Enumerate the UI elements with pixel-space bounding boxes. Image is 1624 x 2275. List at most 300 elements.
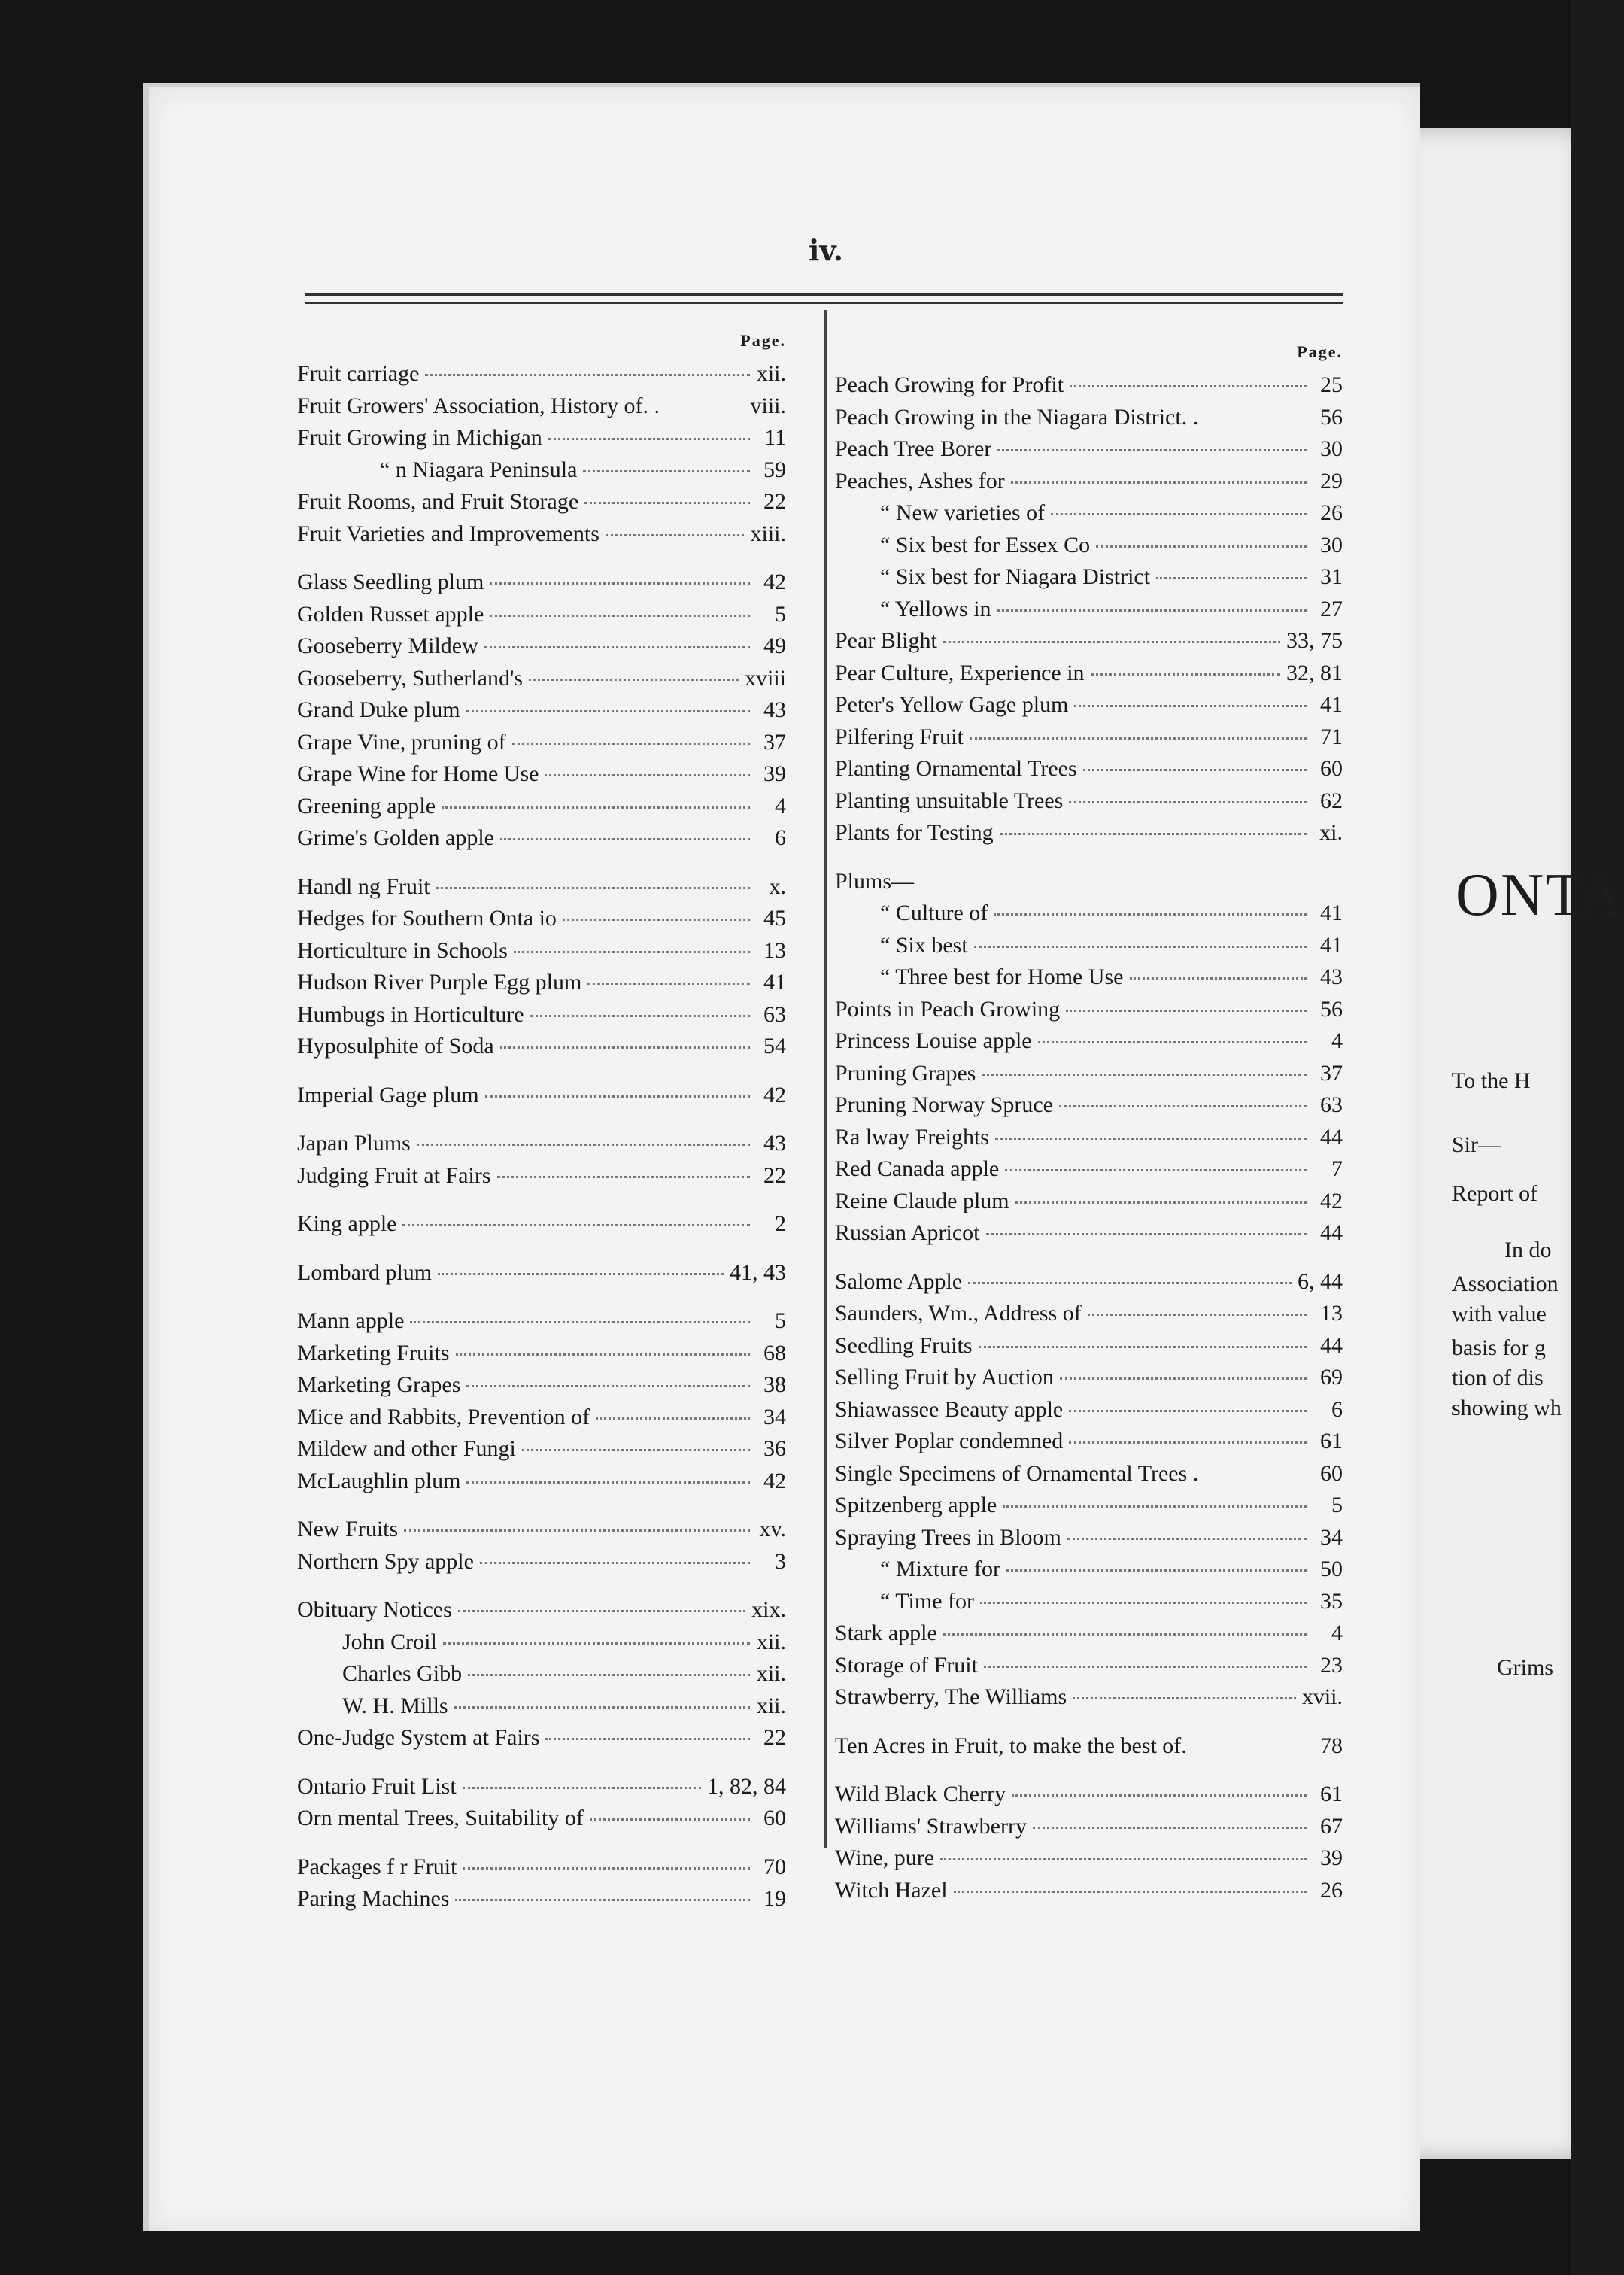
entry-title: Ten Acres in Fruit, to make the best of. — [835, 1733, 1187, 1758]
leader-dots — [402, 1224, 750, 1226]
index-entry — [835, 1429, 1343, 1461]
leader-dots — [974, 946, 1307, 948]
entry-title: Handl ng Fruit — [297, 873, 430, 899]
leader-dots — [1073, 1697, 1296, 1699]
leader-dots — [1066, 1010, 1307, 1012]
entry-title: W. H. Mills — [342, 1693, 448, 1718]
leader-dots — [456, 1353, 751, 1356]
leader-dots — [1059, 1105, 1307, 1107]
index-entry — [297, 1405, 786, 1437]
entry-title: Saunders, Wm., Address of — [835, 1301, 1082, 1326]
index-entry — [835, 628, 1343, 661]
leader-dots — [1130, 977, 1307, 980]
entry-page: 37 — [763, 729, 786, 755]
leader-dots — [1005, 1169, 1307, 1171]
leader-dots — [1011, 481, 1307, 484]
index-entry — [297, 1083, 786, 1115]
index-entry — [297, 1163, 786, 1195]
entry-page: 35 — [1320, 1588, 1343, 1614]
entry-title: Hudson River Purple Egg plum — [297, 970, 582, 995]
leader-dots — [466, 1385, 750, 1387]
index-entry — [835, 1333, 1343, 1365]
entry-page: 70 — [763, 1854, 786, 1879]
entry-page: 42 — [763, 1468, 786, 1493]
index-entry — [297, 730, 786, 762]
leader-dots — [484, 646, 750, 648]
index-entry — [297, 1131, 786, 1163]
entry-page: 50 — [1320, 1557, 1343, 1581]
leader-dots — [1069, 801, 1307, 803]
entry-title: Grand Duke plum — [297, 697, 460, 722]
entry-title: Strawberry, The Williams — [835, 1684, 1067, 1709]
entry-title: Marketing Grapes — [297, 1372, 461, 1397]
leader-dots — [584, 502, 750, 504]
leader-dots — [596, 1417, 750, 1420]
entry-title: Fruit carriage — [297, 361, 420, 386]
entry-page: 22 — [763, 1162, 786, 1188]
entry-page: xiii. — [750, 521, 786, 546]
entry-page: 41, 43 — [730, 1259, 786, 1285]
leader-dots — [943, 641, 1280, 643]
index-entry — [835, 1220, 1343, 1253]
index-entry — [297, 1469, 786, 1501]
entry-page: 39 — [763, 761, 786, 786]
leader-dots — [545, 1738, 750, 1740]
entry-title: “ Time for — [880, 1588, 975, 1614]
index-entry — [835, 405, 1343, 437]
entry-page: 34 — [763, 1404, 786, 1429]
entry-title: Lombard plum — [297, 1259, 433, 1285]
facing-page-text: tion of dis — [1452, 1365, 1544, 1390]
entry-title: “ New varieties of — [880, 500, 1046, 525]
index-entry — [297, 489, 786, 521]
entry-page: 6 — [1331, 1396, 1343, 1422]
leader-dots — [606, 534, 745, 536]
index-entry — [297, 1597, 786, 1630]
entry-page: 42 — [763, 1082, 786, 1107]
entry-title: Shiawassee Beauty apple — [835, 1396, 1064, 1422]
index-entry — [835, 1156, 1343, 1189]
leader-dots — [970, 737, 1307, 740]
entry-title: Seedling Fruits — [835, 1332, 973, 1358]
leader-dots — [442, 806, 750, 809]
entry-page: xii. — [756, 1661, 786, 1686]
facing-page-text: Report of — [1452, 1181, 1538, 1206]
entry-page: 45 — [763, 906, 786, 931]
entry-page: 32, 81 — [1286, 660, 1343, 685]
entry-title: “ Six best — [880, 932, 968, 958]
entry-title: Peaches, Ashes for — [835, 468, 1005, 494]
leader-dots — [454, 1706, 750, 1709]
entry-page: 25 — [1320, 372, 1343, 397]
entry-title: Ra lway Freights — [835, 1124, 989, 1150]
index-entry — [297, 761, 786, 794]
entry-title: “ Six best for Essex Co — [880, 532, 1091, 557]
index-entry — [835, 1684, 1343, 1717]
entry-page: 71 — [1320, 724, 1343, 749]
entry-page: 26 — [1320, 500, 1343, 525]
facing-page-text: basis for g — [1452, 1335, 1546, 1360]
index-entry — [835, 597, 1343, 629]
index-entry — [835, 724, 1343, 757]
entry-page: xii. — [756, 361, 786, 386]
index-entry — [835, 372, 1343, 405]
entry-page: 41 — [1320, 901, 1343, 925]
entry-title: Single Specimens of Ornamental Trees . — [835, 1460, 1199, 1486]
entry-page: 22 — [763, 1725, 786, 1750]
leader-dots — [485, 1095, 750, 1098]
entry-page: 1, 82, 84 — [707, 1773, 786, 1799]
leader-dots — [490, 582, 750, 585]
index-entry — [835, 1092, 1343, 1125]
leader-dots — [1012, 1794, 1307, 1797]
entry-title: Horticulture in Schools — [297, 937, 508, 963]
entry-title: Plums— — [835, 868, 915, 894]
index-entry — [835, 1493, 1343, 1525]
index-entry — [297, 1725, 786, 1757]
leader-dots — [404, 1529, 750, 1532]
entry-title: Japan Plums — [297, 1131, 411, 1156]
entry-title: Gooseberry, Sutherland's — [297, 665, 524, 691]
leader-dots — [1015, 1201, 1307, 1204]
entry-page: 44 — [1320, 1332, 1343, 1358]
index-entry — [297, 393, 786, 426]
index-entry — [835, 756, 1343, 788]
entry-title: Fruit Growing in Michigan — [297, 425, 542, 450]
entry-title: Fruit Growers' Association, History of. . — [297, 393, 660, 418]
index-entry — [297, 874, 786, 907]
entry-page: 43 — [763, 697, 786, 722]
leader-dots — [940, 1858, 1307, 1860]
entry-title: Hyposulphite of Soda — [297, 1034, 494, 1059]
index-entry — [835, 1653, 1343, 1685]
leader-dots — [563, 919, 750, 921]
entry-title: Packages f r Fruit — [297, 1854, 457, 1879]
leader-dots — [997, 449, 1307, 451]
leader-dots — [436, 887, 750, 889]
entry-title: Spitzenberg apple — [835, 1493, 997, 1517]
index-entry — [835, 1461, 1343, 1493]
column-header: Page. — [740, 331, 786, 350]
leader-dots — [545, 774, 750, 776]
entry-page: 61 — [1320, 1429, 1343, 1453]
index-entry — [297, 1436, 786, 1469]
index-entry — [297, 1661, 786, 1693]
index-entry — [835, 933, 1343, 965]
entry-page: 13 — [763, 937, 786, 963]
entry-page: 31 — [1320, 564, 1343, 589]
entry-title: Gooseberry Mildew — [297, 633, 478, 658]
leader-dots — [548, 438, 750, 440]
facing-page-text: In do — [1504, 1238, 1552, 1262]
index-entry — [835, 1878, 1343, 1910]
entry-title: Northern Spy apple — [297, 1548, 474, 1574]
index-entry — [297, 602, 786, 634]
leader-dots — [984, 1666, 1307, 1668]
leader-dots — [994, 913, 1307, 916]
entry-title: Mice and Rabbits, Prevention of — [297, 1404, 590, 1429]
page-number: iv. — [809, 233, 843, 267]
leader-dots — [997, 609, 1307, 612]
leader-dots — [500, 1046, 750, 1049]
leader-dots — [1069, 1410, 1307, 1412]
index-entry — [835, 1781, 1343, 1814]
index-entry — [297, 425, 786, 457]
leader-dots — [1003, 1505, 1307, 1508]
entry-title: Points in Peach Growing — [835, 996, 1061, 1022]
leader-dots — [468, 1674, 750, 1676]
index-entry — [835, 1061, 1343, 1093]
entry-page: 60 — [763, 1806, 786, 1830]
entry-page: 60 — [1320, 1460, 1343, 1486]
index-entry — [297, 570, 786, 602]
entry-title: Orn mental Trees, Suitability of — [297, 1806, 584, 1830]
entry-title: Grime's Golden apple — [297, 825, 495, 850]
leader-dots — [1033, 1827, 1307, 1829]
entry-page: 4 — [775, 793, 786, 819]
entry-title: “ Culture of — [880, 901, 988, 925]
entry-page: 27 — [1320, 596, 1343, 621]
entry-title: Plants for Testing — [835, 820, 994, 845]
leader-dots — [1074, 705, 1307, 707]
leader-dots — [438, 1273, 724, 1275]
index-entry — [297, 1774, 786, 1806]
leader-dots — [480, 1562, 750, 1564]
entry-title: Grape Wine for Home Use — [297, 761, 539, 786]
entry-title: Imperial Gage plum — [297, 1082, 479, 1107]
index-entry — [297, 697, 786, 730]
entry-title: Wine, pure — [835, 1845, 935, 1870]
entry-title: Selling Fruit by Auction — [835, 1365, 1054, 1390]
index-entry — [835, 564, 1343, 597]
index-entry — [297, 1630, 786, 1662]
leader-dots — [490, 615, 750, 617]
entry-title: Mann apple — [297, 1308, 405, 1333]
index-entry — [835, 1125, 1343, 1157]
entry-title: Planting Ornamental Trees — [835, 756, 1077, 781]
entry-title: Salome Apple — [835, 1268, 963, 1294]
facing-page-text: showing wh — [1452, 1396, 1562, 1420]
entry-title: Peach Growing for Profit — [835, 372, 1064, 397]
column-header: Page. — [1297, 342, 1343, 361]
index-entry — [835, 901, 1343, 933]
entry-title: Mildew and other Fungi — [297, 1436, 516, 1461]
entry-page: 60 — [1320, 756, 1343, 781]
leader-dots — [512, 743, 750, 745]
index-entry — [297, 970, 786, 1002]
entry-page: 19 — [763, 1886, 786, 1911]
index-entry — [297, 794, 786, 826]
leader-dots — [500, 838, 750, 840]
entry-page: 59 — [763, 457, 786, 482]
entry-page: 43 — [1320, 964, 1343, 989]
leader-dots — [583, 470, 750, 472]
entry-title: Paring Machines — [297, 1886, 450, 1911]
entry-title: McLaughlin plum — [297, 1468, 461, 1493]
entry-page: 6, 44 — [1298, 1268, 1343, 1294]
index-column-right — [835, 342, 1343, 1909]
leader-dots — [979, 1346, 1307, 1348]
entry-title: Planting unsuitable Trees — [835, 788, 1064, 813]
index-entry — [297, 666, 786, 698]
leader-dots — [443, 1642, 750, 1645]
leader-dots — [1156, 577, 1307, 579]
index-entry — [835, 964, 1343, 997]
index-entry — [297, 1854, 786, 1887]
entry-title: Peach Tree Borer — [835, 436, 992, 461]
entry-title: “ Yellows in — [880, 596, 991, 621]
entry-page: 5 — [1331, 1493, 1343, 1517]
index-entry — [297, 1211, 786, 1244]
index-entry — [297, 361, 786, 393]
entry-title: Hedges for Southern Onta io — [297, 906, 557, 931]
leader-dots — [530, 1015, 750, 1017]
leader-dots — [1006, 1569, 1307, 1572]
leader-dots — [466, 710, 750, 712]
leader-dots — [1096, 545, 1307, 548]
entry-title: Obituary Notices — [297, 1597, 452, 1622]
entry-page: 38 — [763, 1372, 786, 1397]
entry-page: xi. — [1319, 820, 1343, 845]
entry-page: 26 — [1320, 1877, 1343, 1903]
leader-dots — [943, 1633, 1307, 1636]
index-entry — [835, 661, 1343, 693]
entry-page: 44 — [1320, 1124, 1343, 1150]
entry-title: Spraying Trees in Bloom — [835, 1524, 1061, 1550]
entry-title: Charles Gibb — [342, 1661, 463, 1686]
index-entry — [835, 820, 1343, 852]
entry-title: Pruning Norway Spruce — [835, 1092, 1053, 1117]
entry-title: Fruit Varieties and Improvements — [297, 521, 600, 546]
entry-title: Pear Culture, Experience in — [835, 660, 1085, 685]
entry-page: xii. — [756, 1629, 786, 1654]
entry-title: Humbugs in Horticulture — [297, 1001, 524, 1027]
leader-dots — [1083, 769, 1307, 771]
entry-page: 61 — [1320, 1781, 1343, 1806]
leader-dots — [458, 1610, 745, 1612]
leader-dots — [587, 983, 750, 985]
index-entry — [297, 521, 786, 554]
header-rule — [305, 293, 1343, 296]
leader-dots — [982, 1074, 1307, 1076]
leader-dots — [1000, 833, 1307, 835]
index-entry — [835, 1814, 1343, 1846]
index-entry — [835, 1028, 1343, 1061]
entry-page: 13 — [1320, 1301, 1343, 1326]
entry-title: Red Canada apple — [835, 1156, 1000, 1181]
index-entry — [297, 1308, 786, 1341]
leader-dots — [497, 1176, 750, 1178]
entry-page: 30 — [1320, 532, 1343, 557]
entry-title: John Croil — [342, 1629, 437, 1654]
leader-dots — [968, 1282, 1292, 1284]
entry-page: 44 — [1320, 1220, 1343, 1245]
leader-dots — [466, 1481, 750, 1484]
entry-title: “ Mixture for — [880, 1557, 1000, 1581]
facing-page-heading: ONTA — [1456, 862, 1624, 928]
index-entry — [835, 1189, 1343, 1221]
entry-page: 43 — [763, 1131, 786, 1156]
leader-dots — [1070, 385, 1307, 387]
index-entry — [835, 1845, 1343, 1878]
entry-page: 36 — [763, 1436, 786, 1461]
entry-title: Ontario Fruit List — [297, 1773, 457, 1799]
index-entry — [297, 1260, 786, 1292]
leader-dots — [954, 1891, 1307, 1893]
index-entry — [835, 788, 1343, 821]
entry-page: 33, 75 — [1286, 628, 1343, 653]
index-entry — [835, 692, 1343, 724]
entry-page: 56 — [1320, 996, 1343, 1022]
entry-page: 63 — [1320, 1092, 1343, 1117]
entry-title: Greening apple — [297, 793, 436, 819]
index-entry — [835, 436, 1343, 469]
index-entry — [835, 1620, 1343, 1653]
facing-page-text: Association — [1452, 1271, 1559, 1296]
index-entry — [297, 1806, 786, 1838]
entry-page: 67 — [1320, 1813, 1343, 1839]
entry-title: “ Six best for Niagara District — [880, 564, 1151, 589]
entry-title: “ Three best for Home Use — [880, 964, 1124, 989]
leader-dots — [1051, 513, 1307, 515]
index-entry — [835, 1525, 1343, 1557]
entry-page: 22 — [763, 489, 786, 514]
index-entry — [835, 1733, 1343, 1766]
index-entry — [297, 457, 786, 490]
entry-page: viii. — [750, 393, 786, 418]
leader-dots — [590, 1818, 750, 1821]
leader-dots — [1091, 673, 1280, 676]
entry-page: 68 — [763, 1340, 786, 1365]
leader-dots — [1069, 1441, 1307, 1444]
index-entry — [835, 1365, 1343, 1397]
entry-page: 62 — [1320, 788, 1343, 813]
entry-title: “ n Niagara Peninsula — [380, 457, 578, 482]
entry-title: Pruning Grapes — [835, 1060, 976, 1086]
index-entry — [297, 906, 786, 938]
entry-page: 4 — [1331, 1620, 1343, 1645]
facing-page-text: Sir— — [1452, 1132, 1501, 1157]
entry-page: 30 — [1320, 436, 1343, 461]
index-entry — [835, 997, 1343, 1029]
leader-dots — [522, 1449, 750, 1451]
entry-title: New Fruits — [297, 1517, 399, 1541]
entry-page: 56 — [1320, 404, 1343, 430]
entry-page: xv. — [759, 1517, 786, 1541]
entry-page: 41 — [1320, 932, 1343, 958]
index-entry — [835, 1557, 1343, 1589]
leader-dots — [995, 1138, 1307, 1140]
entry-page: 11 — [764, 425, 786, 450]
entry-page: 29 — [1320, 468, 1343, 494]
leader-dots — [1088, 1314, 1307, 1316]
leader-dots — [1067, 1538, 1307, 1540]
entry-title: Pilfering Fruit — [835, 724, 964, 749]
index-entry — [297, 633, 786, 666]
entry-page: 2 — [775, 1211, 786, 1236]
entry-title: Williams' Strawberry — [835, 1813, 1027, 1839]
entry-title: Princess Louise apple — [835, 1028, 1032, 1053]
entry-page: 5 — [775, 601, 786, 627]
entry-page: 63 — [763, 1001, 786, 1027]
entry-title: Marketing Fruits — [297, 1340, 450, 1365]
entry-page: xii. — [756, 1693, 786, 1718]
entry-title: One-Judge System at Fairs — [297, 1725, 540, 1750]
entry-title: Silver Poplar condemned — [835, 1429, 1064, 1453]
index-entry — [297, 1549, 786, 1581]
entry-title: King apple — [297, 1211, 397, 1236]
entry-title: Reine Claude plum — [835, 1188, 1009, 1213]
